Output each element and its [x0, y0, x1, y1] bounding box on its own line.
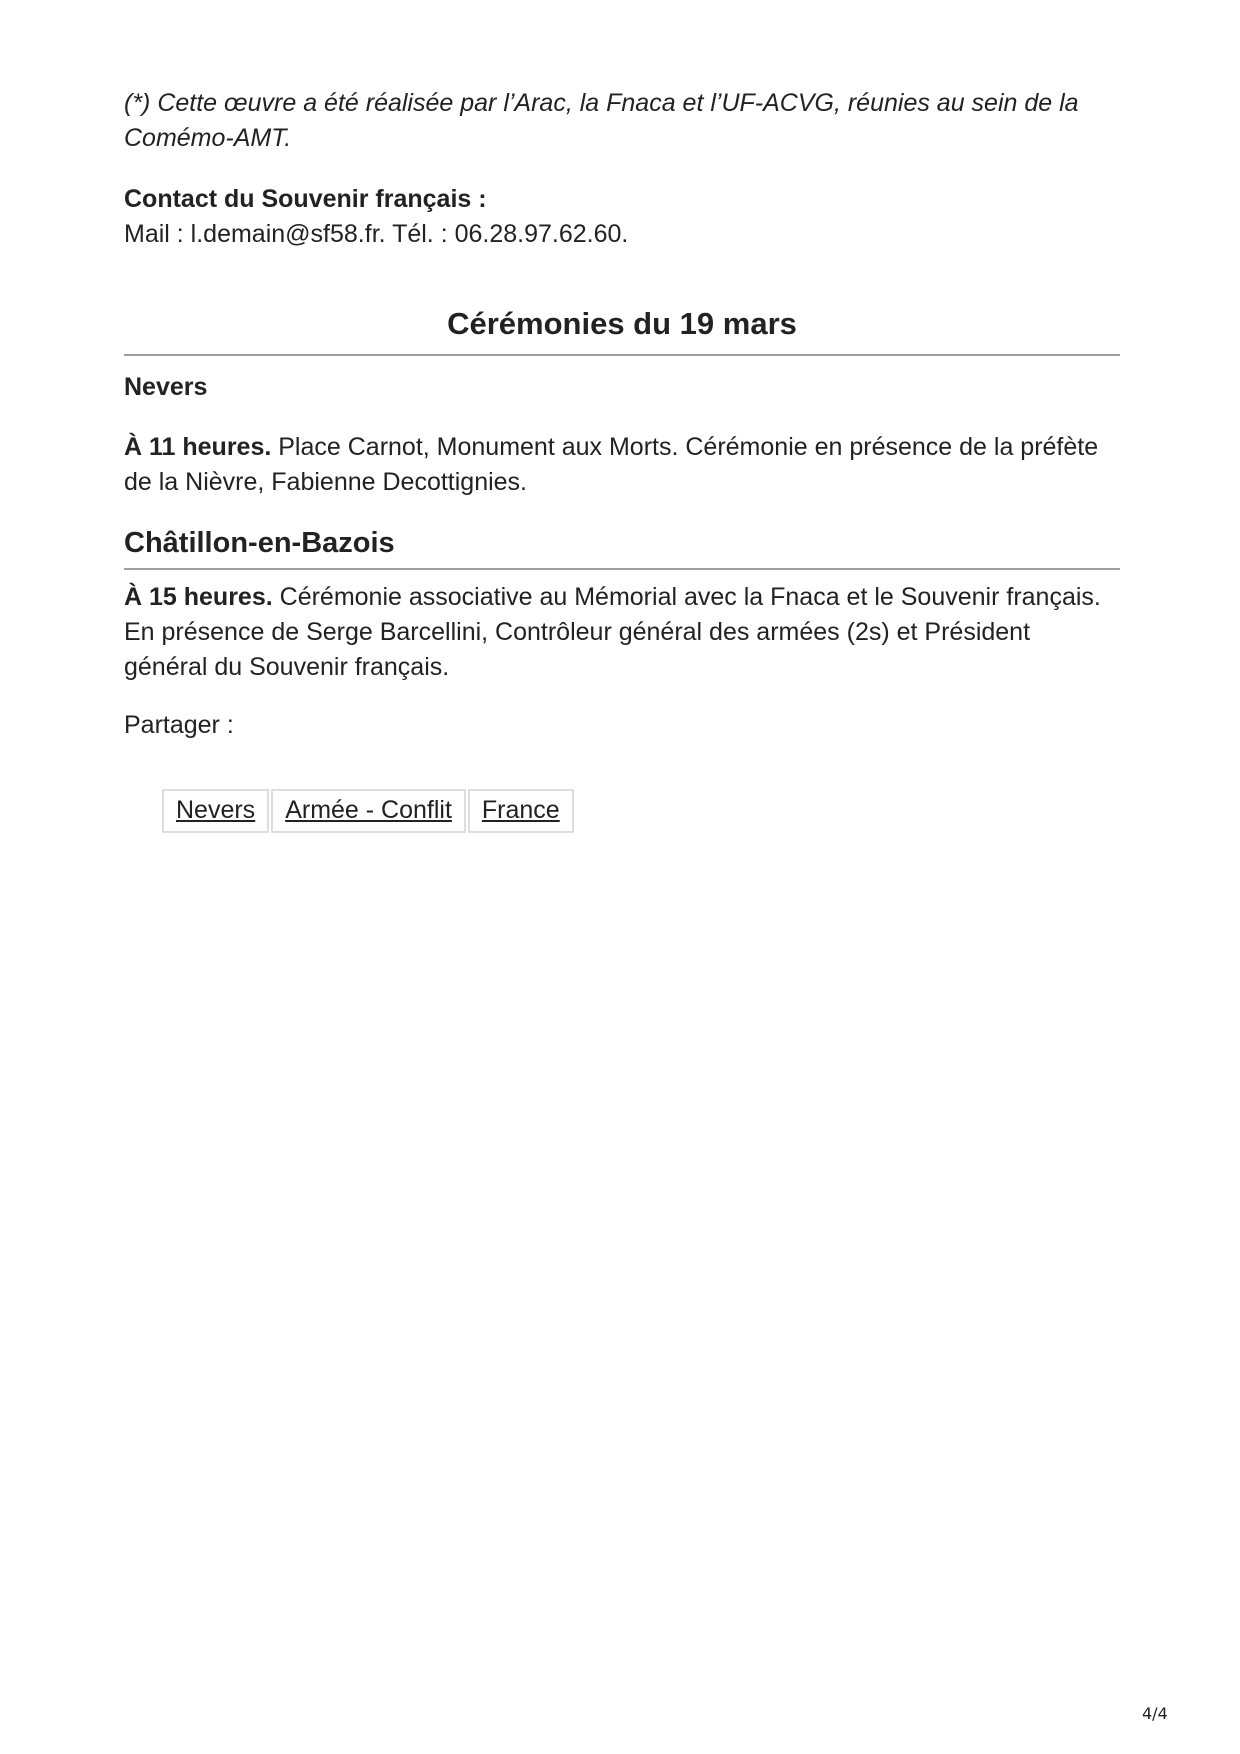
tag-link-france[interactable]: France — [468, 789, 574, 833]
contact-block — [124, 182, 1120, 252]
chatillon-time: À 15 heures. — [124, 583, 273, 611]
nevers-time: À 11 heures. — [124, 433, 272, 461]
tag-link-armee-conflit[interactable]: Armée - Conflit — [271, 789, 466, 833]
contact-details: Mail : l.demain@sf58.fr. Tél. : 06.28.97.62.60. — [124, 220, 629, 248]
nevers-paragraph — [124, 430, 1120, 500]
chatillon-heading: Châtillon-en-Bazois — [124, 524, 1120, 570]
page-number: 4/4 — [1142, 1704, 1168, 1723]
section-title: Cérémonies du 19 mars — [124, 304, 1120, 356]
tag-list — [162, 789, 1120, 833]
share-label: Partager : — [124, 711, 234, 739]
tag-link-nevers[interactable]: Nevers — [162, 789, 269, 833]
nevers-text: Place Carnot, Monument aux Morts. Cérémonie en présence de la préfète de la Nièvre, Fabienne Decottignies. — [124, 433, 1099, 496]
chatillon-paragraph — [124, 580, 1120, 685]
nevers-heading: Nevers — [124, 373, 208, 401]
contact-heading: Contact du Souvenir français : — [124, 185, 487, 213]
chatillon-text: Cérémonie associative au Mémorial avec la Fnaca et le Souvenir français. En présence de Serge Barcellini, Contrôleur général des armées (2s) et Président général du Souvenir français. — [124, 583, 1101, 681]
footnote: (*) Cette œuvre a été réalisée par l’Arac, la Fnaca et l’UF-ACVG, réunies au sein de la Comémo-AMT. — [124, 89, 1079, 152]
article-content — [124, 86, 1120, 833]
